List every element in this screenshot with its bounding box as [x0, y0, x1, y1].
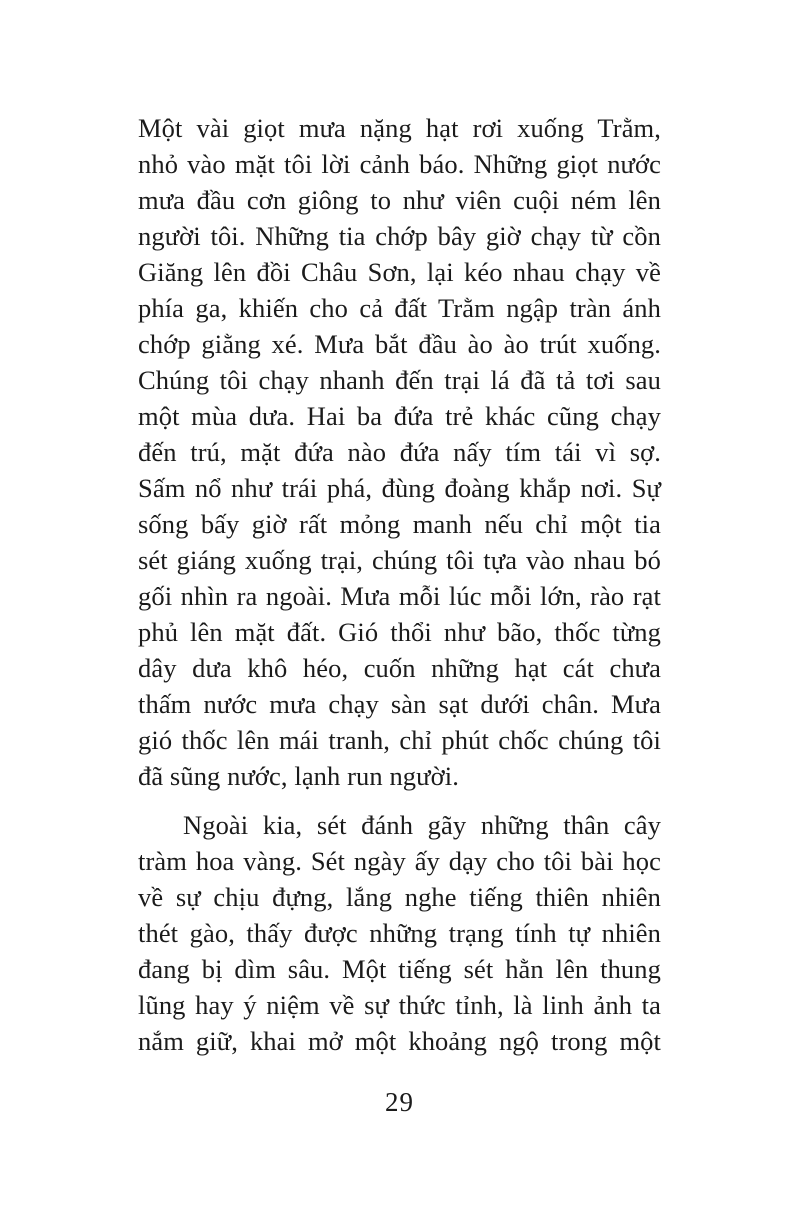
text-line: sống bấy giờ rất mỏng manh nếu chỉ một tia — [138, 509, 661, 539]
text-line: nắm giữ, khai mở một khoảng ngộ trong một — [138, 1026, 661, 1056]
text-line: về sự chịu đựng, lắng nghe tiếng thiên nhiên — [138, 882, 661, 912]
page-text — [138, 110, 661, 1059]
text-line: Sấm nổ như trái phá, đùng đoàng khắp nơi. Sự — [138, 473, 661, 503]
text-line: phía ga, khiến cho cả đất Trằm ngập tràn ánh — [138, 293, 661, 323]
text-line: lũng hay ý niệm về sự thức tỉnh, là linh ảnh ta — [138, 990, 661, 1020]
paragraph — [138, 807, 661, 1059]
text-line: sét giáng xuống trại, chúng tôi tựa vào nhau bó — [138, 545, 661, 575]
text-line: gối nhìn ra ngoài. Mưa mỗi lúc mỗi lớn, rào rạt — [138, 581, 661, 611]
text-line: mưa đầu cơn giông to như viên cuội ném lên — [138, 185, 661, 215]
text-line: Chúng tôi chạy nhanh đến trại lá đã tả tơi sau — [138, 365, 661, 395]
text-line: người tôi. Những tia chớp bây giờ chạy từ cồn — [138, 221, 661, 251]
text-line: đã sũng nước, lạnh run người. — [138, 761, 459, 791]
text-line: Một vài giọt mưa nặng hạt rơi xuống Trằm, — [138, 113, 661, 143]
page-number: 29 — [385, 1087, 414, 1117]
text-line: nhỏ vào mặt tôi lời cảnh báo. Những giọt nước — [138, 149, 661, 179]
text-line: chớp giằng xé. Mưa bắt đầu ào ào trút xuống. — [138, 329, 661, 359]
text-line: đến trú, mặt đứa nào đứa nấy tím tái vì sợ. — [138, 437, 661, 467]
paragraph — [138, 110, 661, 794]
text-line: đang bị dìm sâu. Một tiếng sét hằn lên thung — [138, 954, 661, 984]
text-line: Giăng lên đồi Châu Sơn, lại kéo nhau chạy về — [138, 257, 661, 287]
text-line: một mùa dưa. Hai ba đứa trẻ khác cũng chạy — [138, 401, 661, 431]
text-line: tràm hoa vàng. Sét ngày ấy dạy cho tôi bài học — [138, 846, 661, 876]
text-line: dây dưa khô héo, cuốn những hạt cát chưa — [138, 653, 661, 683]
text-line: thấm nước mưa chạy sàn sạt dưới chân. Mưa — [138, 689, 661, 719]
text-line: thét gào, thấy được những trạng tính tự nhiên — [138, 918, 661, 948]
text-line: Ngoài kia, sét đánh gãy những thân cây — [183, 810, 661, 840]
text-line: phủ lên mặt đất. Gió thổi như bão, thốc từng — [138, 617, 661, 647]
text-line: gió thốc lên mái tranh, chỉ phút chốc chúng tôi — [138, 725, 661, 755]
